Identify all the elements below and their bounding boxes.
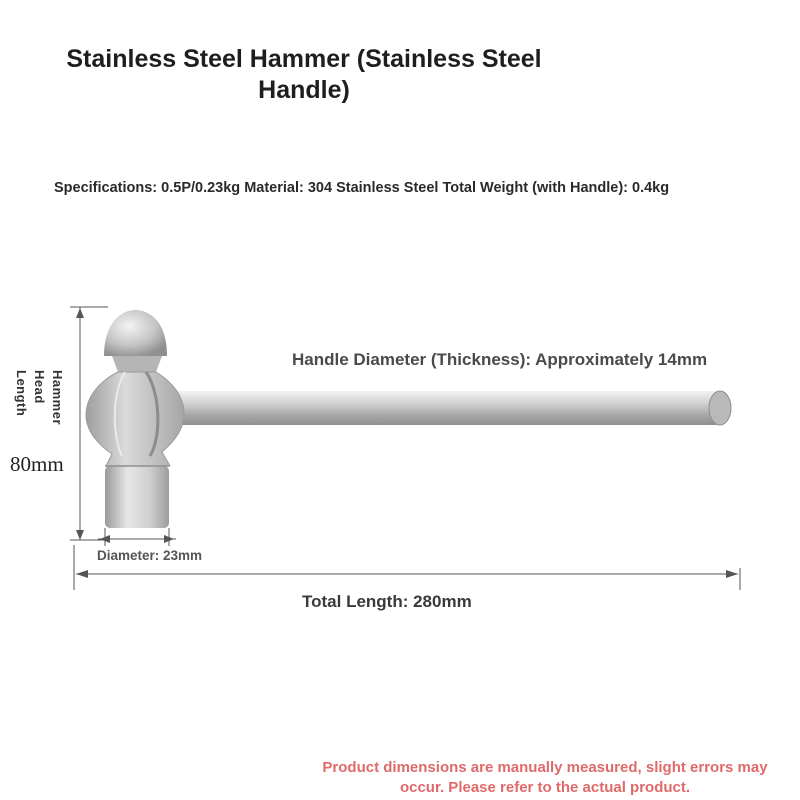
- product-specifications: Specifications: 0.5P/0.23kg Material: 304 Stainless Steel Total Weight (with Handle): 0.4kg: [54, 180, 670, 196]
- head-length-label: [6, 368, 68, 438]
- total-length-label: Total Length: 280mm: [302, 592, 472, 611]
- head-length-word-1: Hammer: [50, 370, 65, 426]
- head-length-word-3: Length: [14, 370, 29, 417]
- head-length-value: 80mm: [10, 452, 64, 476]
- head-length-word-2: Head: [32, 370, 47, 404]
- measurement-disclaimer: Product dimensions are manually measured, slight errors may occur. Please refer to the actual product.: [322, 759, 768, 796]
- head-diameter-label: Diameter: 23mm: [97, 548, 203, 563]
- handle-diameter-label: Handle Diameter (Thickness): Approximately 14mm: [292, 350, 708, 369]
- hammer-handle: [160, 391, 731, 425]
- product-title: Stainless Steel Hammer (Stainless Steel Handle): [66, 45, 542, 104]
- hammer-head: [86, 310, 184, 528]
